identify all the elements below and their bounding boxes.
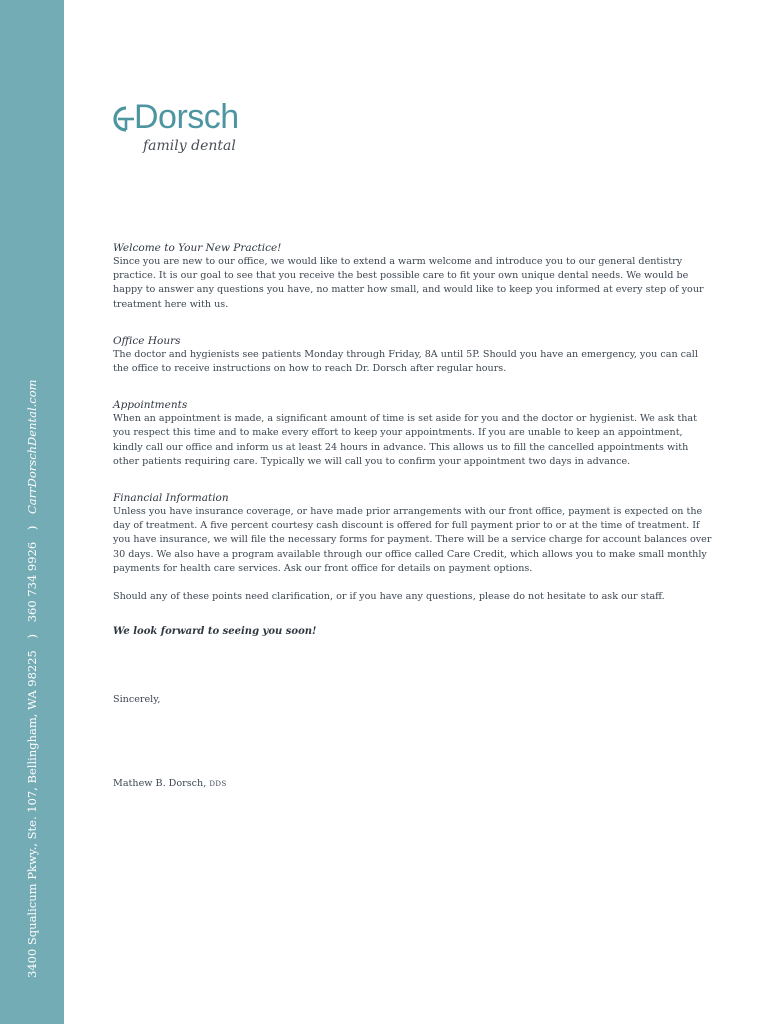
- office-hours-heading: Office Hours: [113, 334, 181, 347]
- financial-heading: Financial Information: [113, 492, 229, 505]
- logo-wordmark: Dorsch: [134, 98, 239, 136]
- welcome-paragraph: Since you are new to our office, we would like to extend a warm welcome and introduce you to our general dentistry practice. It is our goal to see that you receive the best possible care to fit your own unique dental needs. We would be happy to answer any questions you have, no matter how small, and would like to keep you informed at every step of your treatment here with us.: [113, 256, 704, 310]
- letter-body: [113, 241, 713, 792]
- welcome-heading: Welcome to Your New Practice!: [113, 242, 282, 254]
- financial-paragraph: Unless you have insurance coverage, or have made prior arrangements with our front office, payment is expected on the day of treatment. A five percent courtesy cash discount is offered for full payment prior to or at the time of treatment. If you have insurance, we will file the necessary forms for payment. There will be a service charge for account balances over 30 days. We also have a program available through our office called Care Credit, which allows you to make small monthly payments for health care services. Ask our front office for details on payment options.: [113, 506, 712, 574]
- signature-title: DDS: [209, 780, 227, 789]
- appointments-heading: Appointments: [113, 399, 188, 412]
- signature: [113, 777, 713, 791]
- separator: ): [25, 633, 39, 639]
- appointments-paragraph: When an appointment is made, a significant amount of time is set aside for you and the doctor or hygienist. We ask that you respect this time and to make every effort to keep your appointments. If you are unable to keep an appointment, kindly call our office and inform us at least 24 hours in advance. This allows us to fill the cancelled appointments with other patients requiring care. Typically we will call you to confirm your appointment two days in advance.: [113, 413, 697, 467]
- clarification-paragraph: Should any of these points need clarification, or if you have any questions, please do not hesitate to ask our staff.: [113, 591, 665, 603]
- phone-text: 360 734 9926: [25, 541, 39, 623]
- address-text: 3400 Squalicum Pkwy., Ste. 107, Bellingham, WA 98225: [25, 650, 39, 978]
- separator: ): [25, 525, 39, 531]
- sidebar-band: [0, 0, 64, 1024]
- closing-line: We look forward to seeing you soon!: [113, 626, 317, 638]
- office-hours-paragraph: The doctor and hygienists see patients Monday through Friday, 8A until 5P. Should you have an emergency, you can call the office to receive instructions on how to reach Dr. Dorsch after regular hours.: [113, 348, 698, 375]
- logo-subtitle: family dental: [143, 138, 236, 154]
- sign-off: Sincerely,: [113, 694, 161, 706]
- website-link[interactable]: CarrDorschDental.com: [25, 379, 39, 514]
- signature-name: Mathew B. Dorsch,: [113, 778, 207, 790]
- contact-line: [22, 379, 86, 978]
- practice-logo: [112, 100, 252, 160]
